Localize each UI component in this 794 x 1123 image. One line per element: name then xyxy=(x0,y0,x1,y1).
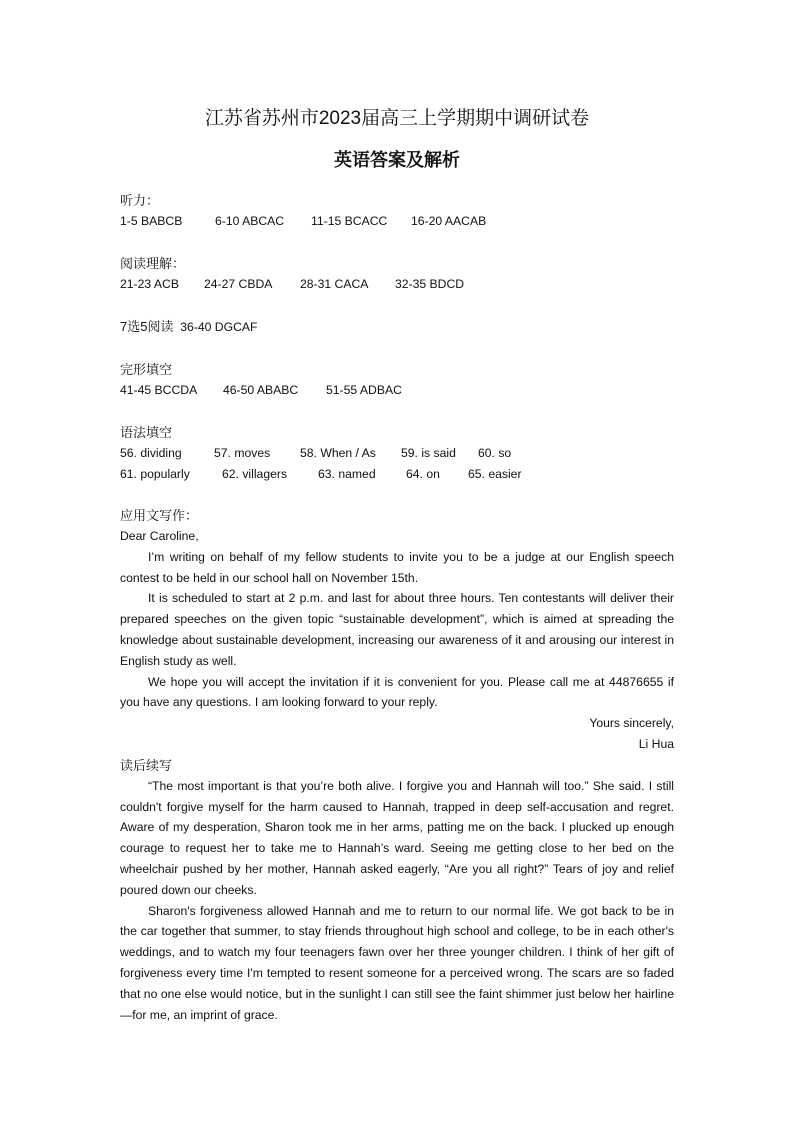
section-label-cloze: 完形填空 xyxy=(120,362,173,377)
section-label-grammar: 语法填空 xyxy=(120,425,173,440)
answer-group: 16-20 AACAB xyxy=(411,214,487,228)
letter-salutation: Dear Caroline, xyxy=(120,529,199,543)
section-label-listening: 听力： xyxy=(120,193,160,208)
reading-answers xyxy=(120,274,674,295)
letter-paragraph: We hope you will accept the invitation if it is convenient for you. Please call me at 44876655 if you have any questions. I am looking forward to your reply. xyxy=(120,674,674,710)
story-paragraph: “The most important is that you’re both alive. I forgive you and Hannah will too.” She said. I still couldn't forgive myself for the harm caused to Hannah, trapped in deep self-accusation and regret. Aware of my desperation, Sharon took me in her arms, patting me on the back. I plucked up enough courage to request her to take me to Hannah’s ward. Seeing me getting close to her bed on the wheelchair pushed by her mother, Hannah asked eagerly, “Are you all right?” Tears of joy and relief poured down our cheeks. xyxy=(120,778,674,897)
answer-item: 62. villagers xyxy=(222,467,288,481)
answer-group: 28-31 CACA xyxy=(300,277,369,291)
answer-item: 63. named xyxy=(318,467,376,481)
answer-group: 32-35 BDCD xyxy=(395,277,465,291)
grammar-answers-row-2 xyxy=(120,464,674,485)
answer-group: 51-55 ADBAC xyxy=(326,383,402,397)
answer-group: 41-45 BCCDA xyxy=(120,383,198,397)
page-subtitle: 英语答案及解析 xyxy=(334,150,460,170)
answer-item: 61. popularly xyxy=(120,467,190,481)
page-title: 江苏省苏州市2023届高三上学期期中调研试卷 xyxy=(204,108,590,129)
section-label-writing: 应用文写作： xyxy=(120,508,199,523)
grammar-answers-row-1 xyxy=(120,443,674,464)
answer-item: 65. easier xyxy=(468,467,522,481)
section-label-seven-five: 7选5阅读 xyxy=(120,319,174,334)
answer-group: 6-10 ABCAC xyxy=(215,214,285,228)
letter-closing: Yours sincerely, xyxy=(589,716,674,731)
answer-group: 11-15 BCACC xyxy=(311,214,388,228)
answer-group: 21-23 ACB xyxy=(120,277,179,291)
answer-group: 24-27 CBDA xyxy=(204,277,273,291)
continuation-story xyxy=(120,776,674,1026)
section-label-reading: 阅读理解： xyxy=(120,256,186,271)
answer-item: 64. on xyxy=(406,467,440,481)
answer-group: 36-40 DGCAF xyxy=(180,320,258,334)
answer-item: 60. so xyxy=(478,446,512,460)
answer-group: 46-50 ABABC xyxy=(223,383,299,397)
document-content xyxy=(120,104,674,1025)
letter-paragraph: I’m writing on behalf of my fellow students to invite you to be a judge at our English speech contest to be held in our school hall on November 15th. xyxy=(120,549,674,585)
writing-letter xyxy=(120,526,674,755)
answer-item: 56. dividing xyxy=(120,446,182,460)
answer-item: 57. moves xyxy=(214,446,271,460)
letter-signature: Li Hua xyxy=(638,736,674,751)
cloze-answers xyxy=(120,380,674,401)
seven-five-reading xyxy=(120,316,674,338)
answer-item: 59. is said xyxy=(401,446,456,460)
story-paragraph: Sharon's forgiveness allowed Hannah and me to return to our normal life. We got back to be in the car together that summer, to stay friends throughout high school and college, to be in each other's weddings, and to watch my four teenagers fawn over her three younger children. I think of her gift of forgiveness every time I'm tempted to resent someone for a perceived wrong. The scars are so faded that no one else would notice, but in the sunlight I can still see the faint shimmer just below her hairline—for me, an imprint of grace. xyxy=(120,903,674,1022)
answer-group: 1-5 BABCB xyxy=(120,214,183,228)
letter-paragraph: It is scheduled to start at 2 p.m. and last for about three hours. Ten contestants will deliver their prepared speeches on the given topic “sustainable development”, which is aimed at spreading the knowledge about sustainable development, increasing our awareness of it and arousing our interest in English study as well. xyxy=(120,591,674,668)
section-label-continuation: 读后续写 xyxy=(120,757,173,773)
answer-item: 58. When / As xyxy=(300,446,376,460)
listening-answers xyxy=(120,211,674,232)
